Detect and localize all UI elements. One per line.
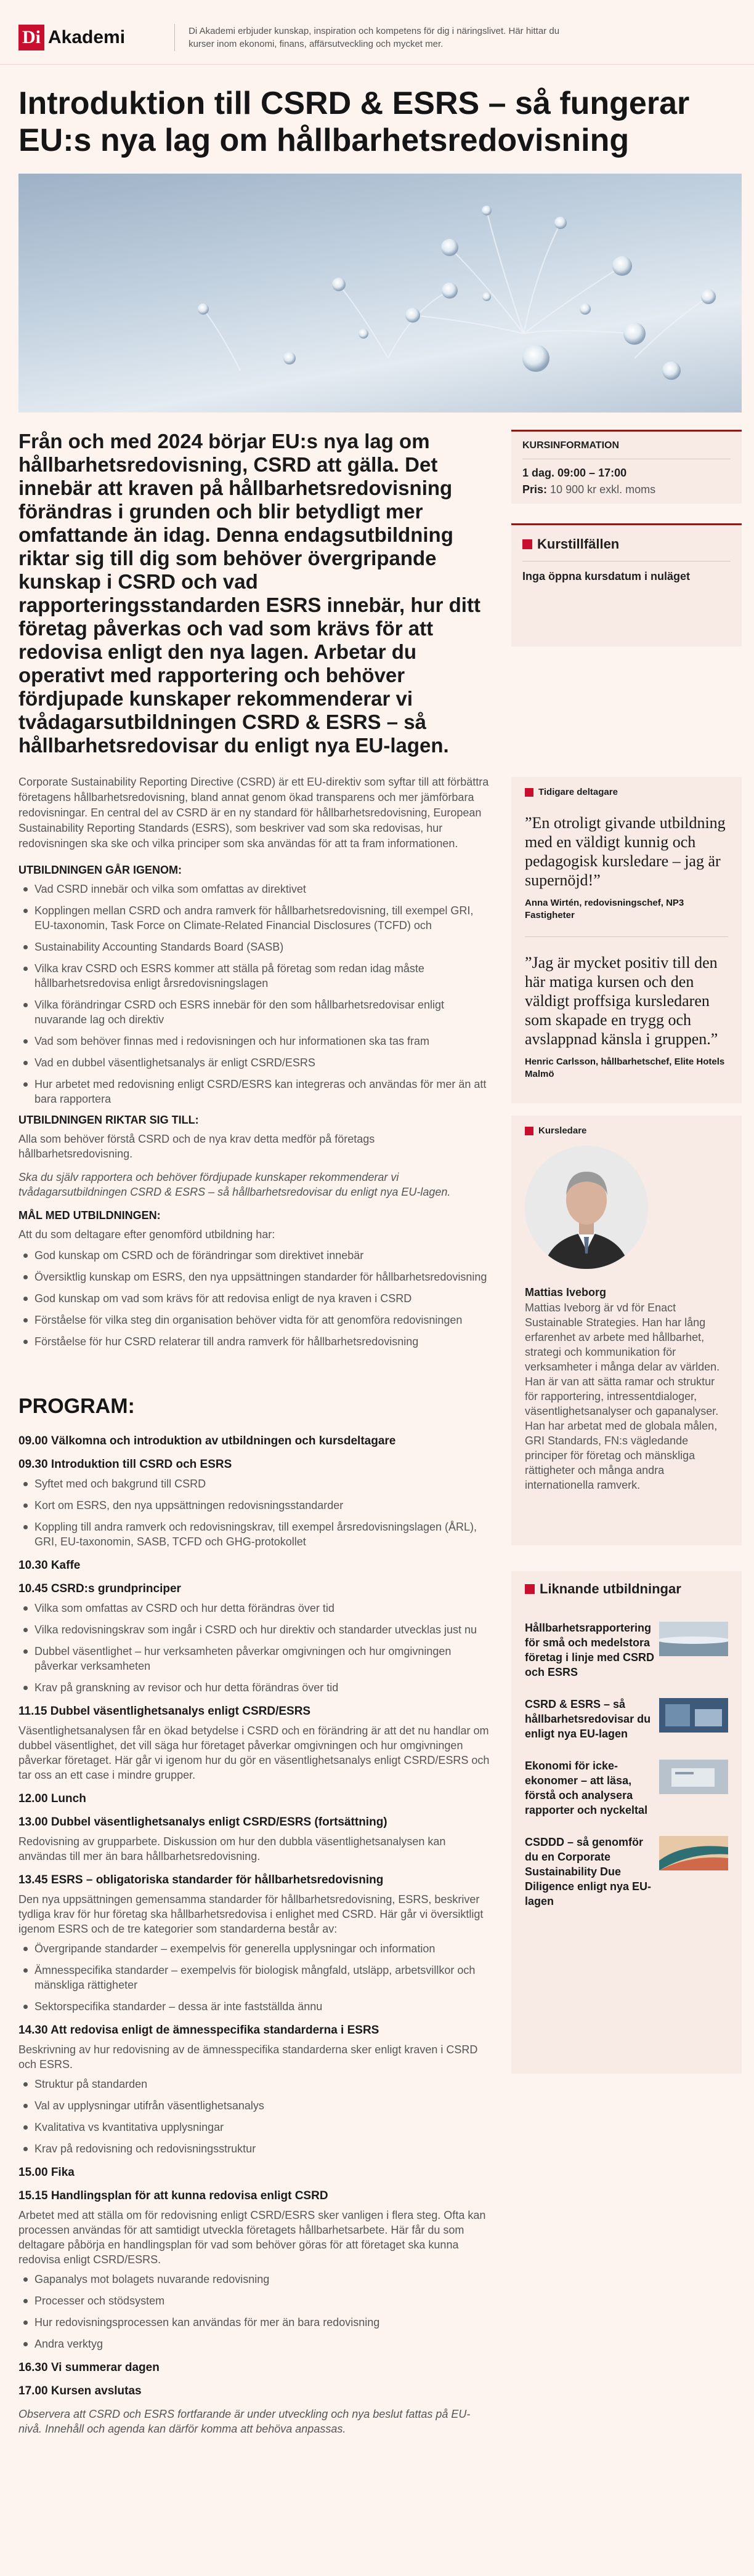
goals-heading: MÅL MED UTBILDNINGEN: [18,1209,161,1222]
red-square-icon [525,788,533,797]
list-item: Vad CSRD innebär och vilka som omfattas av direktivet [18,882,492,896]
list-item: Förståelse för vilka steg din organisation behöver vidta för att genomföra redovisningen [18,1313,492,1327]
related-course-title[interactable]: CSRD & ESRS – så hållbarhetsredovisar du enligt nya EU-lagen [525,1698,651,1740]
lead-text: Från och med 2024 börjar EU:s nya lag om hållbarhetsredovisning, CSRD att gälla. Det innebär att kraven på hållbarhetsredovisning förändras i grunden och blir betydligt mer omfattande än idag. Denna endagsutbildning riktar sig till dig som behöver övergripande kunskap i CSRD och vad rapporteringsstandarden ESRS innebär, hur ditt företag påverkas och vad som krävs för att redovisa enligt den nya lagen. Arbetar du operativt med rapportering och behöver fördjupade kunskaper rekommenderar vi tvådagarsutbildningen CSRD & ESRS – så hållbarhetsredovisar du enligt nya EU-lagen. [18,430,480,757]
red-square-icon [525,1584,535,1594]
related-course-thumbnail[interactable] [659,1698,728,1733]
course-info-heading: KURSINFORMATION [522,440,731,459]
program-slot-title: 09.30 Introduktion till CSRD och ESRS [18,1458,232,1471]
program-slot-title: 17.00 Kursen avslutas [18,2385,142,2397]
related-courses-title: Liknande utbildningar [540,1581,681,1596]
list-item: Översiktlig kunskap om ESRS, den nya uppsättningen standarder för hållbarhetsredovisning [18,1270,492,1284]
list-item: Processer och stödsystem [18,2293,492,2308]
header-bottom-line [0,64,754,65]
program-slot-title: 16.30 Vi summerar dagen [18,2361,160,2374]
program-slot-description: Den nya uppsättningen gemensamma standarder för hållbarhetsredovisning, ESRS, beskriver tydliga krav för hur företag ska hållbarhetsredovisa i enlighet med CSRD. Här går vi översiktligt igenom ESRS och de tre kategorier som standarderna består av: [18,1893,484,1935]
related-course-title[interactable]: CSDDD – så genomför du en Corporate Sustainability Due Diligence enligt nya EU-lagen [525,1836,652,1907]
list-item: Kopplingen mellan CSRD och andra ramverk för hållbarhetsredovisning, till exempel GRI, EU-taxonomin, Task Force on Climate-Related Financial Disclosures (TCFD) och [18,903,492,933]
intro-text: Corporate Sustainability Reporting Directive (CSRD) är ett EU-direktiv som syftar till att förbättra företagens hållbarhetsredovisning, bland annat genom ökad transparens och mer jämförbara redovisningar. En central del av CSRD är en ny standard för hållbarhetsredovisning, European Sustainability Reporting Standards (ESRS), som beskriver vad som ska redovisas, hur redovisningen ska ske och vilka principer som ska användas för att ta fram informationen. [18,776,489,850]
list-item: Vad en dubbel väsentlighetsanalys är enligt CSRD/ESRS [18,1055,492,1070]
list-item: Koppling till andra ramverk och redovisningskrav, till exempel årsredovisningslagen (ÅRL), GRI, EU-taxonomin, SASB, TCFD och GHG-protokollet [18,1519,492,1549]
divider [525,936,728,937]
related-course-item[interactable] [525,1758,728,1817]
logo-di: Di [18,25,44,50]
list-item: Syftet med och bakgrund till CSRD [18,1476,492,1491]
program-slot-list [18,1941,492,2014]
program-slot-description: Redovisning av grupparbete. Diskussion om hur den dubbla väsentlighetsanalysen kan användas till mer än bara hållbarhetsredovisning. [18,1835,446,1862]
testimonial-quote: ”Jag är mycket positiv till den här matiga kursen och den väldigt proffsiga kursledaren som skapade en trygg och avslappnad känsla i gruppen.” [525,954,718,1048]
dew-drops-image [18,174,742,413]
list-item: God kunskap om CSRD och de förändringar som direktivet innebär [18,1248,492,1263]
related-course-item[interactable] [525,1835,728,1909]
logo-akademi: Akademi [48,27,126,47]
goals-list [18,1248,492,1349]
list-item: Förståelse för hur CSRD relaterar till andra ramverk för hållbarhetsredovisning [18,1334,492,1349]
program-slot-title: 10.45 CSRD:s grundprinciper [18,1582,181,1595]
related-courses-card [511,1571,742,2074]
course-leader-card [511,1116,742,1545]
di-akademi-logo[interactable] [18,24,125,51]
audience-heading: UTBILDNINGEN RIKTAR SIG TILL: [18,1114,199,1126]
header-tagline: Di Akademi erbjuder kunskap, inspiration och kompetens för dig i näringslivet. Här hittar du kurser inom ekonomi, finans, affärsutveckling och mycket mer. [188,26,560,49]
leader-bio: Mattias Iveborg är vd för Enact Sustainable Strategies. Han har lång erfarenhet av arbete med hållbarhet, strategi och kommunikation för verksamheter i många delar av världen. Han är van att sätta ramar och struktur för rapportering, intressentdialoger, väsentlighetsanalyser och gapanalyser. Han har arbetat med de globala målen, GRI Standards, FN:s vägledande principer för företag och mänskliga rättigheter och många andra internationella ramverk. [525,1302,720,1491]
person-portrait-icon [525,1146,648,1269]
goals-intro: Att du som deltagare efter genomförd utbildning har: [18,1228,275,1241]
list-item: Vilka redovisningskrav som ingår i CSRD och hur direktiv och standarder utvecklas just nu [18,1622,492,1637]
related-course-item[interactable] [525,1697,728,1741]
related-course-title[interactable]: Ekonomi för icke-ekonomer – att läsa, förstå och analysera rapporter och nyckeltal [525,1760,648,1816]
list-item: God kunskap om vad som krävs för att redovisa enligt de nya kraven i CSRD [18,1291,492,1306]
course-dates-card [511,523,742,646]
program-slot-list [18,2077,492,2156]
goes-through-list [18,882,492,1106]
program-slot-title: 12.00 Lunch [18,1792,86,1805]
red-square-icon [525,1127,533,1135]
site-header [18,17,736,58]
program-slot-title: 10.30 Kaffe [18,1559,81,1572]
goes-through-heading: UTBILDNINGEN GÅR IGENOM: [18,864,182,876]
list-item: Andra verktyg [18,2337,492,2351]
course-info-card [511,430,742,504]
related-course-item[interactable] [525,1620,728,1680]
course-duration: 1 dag. 09:00 – 17:00 [522,467,627,479]
audience-recommendation: Ska du själv rapportera och behöver fördjupade kunskaper rekommenderar vi tvådagarsutbildningen CSRD & ESRS – så hållbarhetsredovisar du enligt nya EU-lagen. [18,1171,451,1198]
program-slot-description: Beskrivning av hur redovisning av de ämnesspecifika standarderna sker enligt kraven i CSRD och ESRS. [18,2043,478,2071]
program-slot-title: 13.45 ESRS – obligatoriska standarder för hållbarhetsredovisning [18,1874,384,1886]
price-label: Pris: [522,483,548,496]
hero-image [18,174,742,413]
testimonial-quote: ”En otroligt givande utbildning med en väldigt kunnig och pedagogisk kursledare – jag är supernöjd!” [525,814,726,889]
list-item: Sustainability Accounting Standards Board (SASB) [18,940,492,954]
header-divider [174,24,175,51]
list-item: Övergripande standarder – exempelvis för generella upplysningar och information [18,1941,492,1956]
list-item: Sektorspecifika standarder – dessa är inte fastställda ännu [18,1999,492,2014]
related-course-thumbnail[interactable] [659,1760,728,1794]
course-dates-title: Kurstillfällen [537,536,620,552]
program-heading: PROGRAM: [18,1395,135,1418]
related-course-thumbnail[interactable] [659,1836,728,1870]
list-item: Kort om ESRS, den nya uppsättningen redovisningsstandarder [18,1498,492,1513]
list-item: Hur arbetet med redovisning enligt CSRD/ESRS kan integreras och användas för mer än att bara rapportera [18,1077,492,1106]
course-price [522,483,731,496]
list-item: Gapanalys mot bolagets nuvarande redovisning [18,2272,492,2287]
testimonials-heading [525,787,728,797]
list-item: Hur redovisningsprocessen kan användas för mer än bara redovisning [18,2315,492,2330]
main-content [18,430,492,2446]
testimonials-card [511,777,742,1103]
testimonial-author: Henric Carlsson, hållbarhetschef, Elite Hotels Malmö [525,1057,725,1079]
list-item: Ämnesspecifika standarder – exempelvis för biologisk mångfald, utsläpp, arbetsvillkor och mänskliga rättigheter [18,1963,492,1992]
list-item: Krav på redovisning och redovisningsstruktur [18,2141,492,2156]
related-courses-heading [525,1581,728,1597]
program-list [18,1435,492,2398]
program-slot-title: 11.15 Dubbel väsentlighetsanalys enligt CSRD/ESRS [18,1705,311,1718]
program-slot-description: Väsentlighetsanalysen får en ökad betydelse i CSRD och en förändring är att det nu handlar om dubbel väsentlighet, det vill säga hur företaget påverkar omgivningen och hur omgivningen påverkar företaget. Här går vi igenom hur du gör en väsentlighetsanalys enligt CSRD/ESRS och tar oss an ett case i mindre grupper. [18,1725,490,1781]
program-slot-title: 15.15 Handlingsplan för att kunna redovisa enligt CSRD [18,2189,328,2202]
related-course-title[interactable]: Hållbarhetsrapportering för små och medelstora företag i linje med CSRD och ESRS [525,1622,655,1678]
list-item: Vilka förändringar CSRD och ESRS innebär för den som hållbarhetsredovisar enligt nuvarande lag och direktiv [18,997,492,1027]
leader-avatar [525,1146,648,1269]
list-item: Kvalitativa vs kvantitativa upplysningar [18,2120,492,2135]
leader-name: Mattias Iveborg [525,1286,607,1298]
list-item: Vilka som omfattas av CSRD och hur detta förändras över tid [18,1601,492,1616]
program-slot-title: 09.00 Välkomna och introduktion av utbildningen och kursdeltagare [18,1435,396,1447]
testimonial-author: Anna Wirtén, redovisningschef, NP3 Fastigheter [525,898,684,920]
program-slot-list [18,2272,492,2351]
program-slot-title: 14.30 Att redovisa enligt de ämnesspecifika standarderna i ESRS [18,2024,379,2037]
related-course-thumbnail[interactable] [659,1622,728,1656]
course-leader-heading [525,1125,728,1136]
audience-text: Alla som behöver förstå CSRD och de nya krav detta medför på företags hållbarhetsredovisning. [18,1133,375,1160]
program-slot-title: 13.00 Dubbel väsentlighetsanalys enligt CSRD/ESRS (fortsättning) [18,1816,387,1829]
program-slot-list [18,1601,492,1695]
page-title: Introduktion till CSRD & ESRS – så fungerar EU:s nya lag om hållbarhetsredovisning [18,86,690,158]
list-item: Dubbel väsentlighet – hur verksamheten påverkar omgivningen och hur omgivningen påverkar verksamheten [18,1644,492,1673]
program-slot-list [18,1476,492,1549]
program-slot-title: 15.00 Fika [18,2166,75,2179]
program-slot-description: Arbetet med att ställa om för redovisning enligt CSRD/ESRS sker vanligen i flera steg. Ofta kan processen användas för att samtidigt utveckla företagets hållbarhetsarbete. Här får du som deltagare påbörja en handlingsplan för vad som behöver göras för att företaget ska kunna redovisa enligt CSRD/ESRS. [18,2209,486,2266]
list-item: Vad som behöver finnas med i redovisningen och hur informationen ska tas fram [18,1034,492,1049]
price-value: 10 900 kr exkl. moms [550,483,656,496]
course-dates-heading [522,536,731,552]
list-item: Struktur på standarden [18,2077,492,2091]
list-item: Krav på granskning av revisor och hur detta förändras över tid [18,1680,492,1695]
testimonials-title: Tidigare deltagare [538,787,618,797]
list-item: Vilka krav CSRD och ESRS kommer att ställa på företag som redan idag måste hållbarhetsredovisa enligt årsredovisningslagen [18,961,492,991]
program-note: Observera att CSRD och ESRS fortfarande är under utveckling och nya beslut fattas på EU-nivå. Innehåll och agenda kan därför komma att behöva anpassas. [18,2408,471,2435]
no-course-dates: Inga öppna kursdatum i nuläget [522,570,691,582]
course-leader-title: Kursledare [538,1125,587,1136]
red-square-icon [522,539,532,549]
list-item: Val av upplysningar utifrån väsentlighetsanalys [18,2098,492,2113]
